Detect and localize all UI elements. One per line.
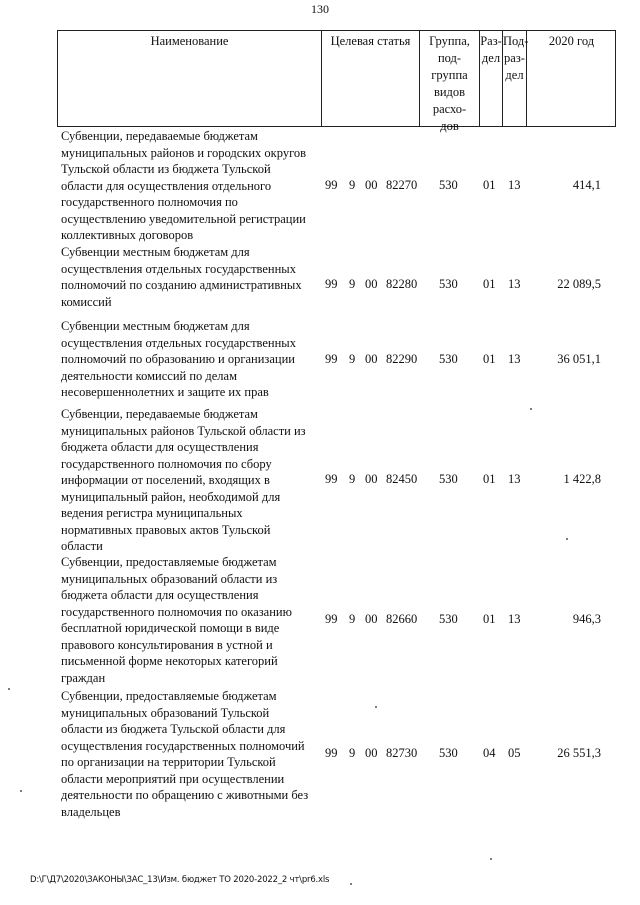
target-code-part: 99 <box>325 472 338 486</box>
subsection: 13 <box>508 612 521 626</box>
section: 01 <box>483 612 496 626</box>
file-path-footer: D:\Г\Д7\2020\ЗАКОНЫ\ЗАС_13\Изм. бюджет ТО 2020-2022_2 чт\pr6.xls <box>30 875 330 885</box>
expense-group: 530 <box>439 746 458 760</box>
header-year: 2020 год <box>548 34 595 48</box>
header-section: Раз- дел <box>480 34 502 65</box>
row-name: Субвенции, передаваемые бюджетам муниципальных районов Тульской области из бюджета области для осуществления государственного полномочия по сбору информации от поселений, входящих в муниципальный район, необходимой для ведения регистра муниципальных нормативных правовых актов Тульской области <box>61 407 306 553</box>
target-code-part: 82280 <box>386 277 418 291</box>
target-code-part: 00 <box>365 746 378 760</box>
subsection: 13 <box>508 277 521 291</box>
target-code-part: 9 <box>349 352 356 366</box>
target-code-part: 82660 <box>386 612 418 626</box>
section: 01 <box>483 472 496 486</box>
target-code-part: 99 <box>325 352 338 366</box>
amount: 414,1 <box>572 178 601 192</box>
scan-speck <box>350 883 352 885</box>
target-code-part: 9 <box>349 472 356 486</box>
expense-group: 530 <box>439 178 458 192</box>
header-target-article: Целевая статья <box>330 34 411 48</box>
row-name: Субвенции, предоставляемые бюджетам муниципальных образований Тульской области из бюджета Тульской области для осуществления государственных полномочий по организации на территории Тульской области мероприятий при осуществлении деятельности по обращению с животными без владельцев <box>61 689 309 819</box>
subsection: 05 <box>508 746 521 760</box>
subsection: 13 <box>508 352 521 366</box>
row-name: Субвенции, передаваемые бюджетам муниципальных районов и городских округов Тульской области из бюджета Тульской области для осуществления отдельного государственного полномочия по осуществлению уведомительной регистрации коллективных договоров <box>61 129 307 242</box>
header-name: Наименование <box>150 34 229 48</box>
section: 01 <box>483 352 496 366</box>
target-code-part: 99 <box>325 746 338 760</box>
header-expense-group: Группа, под- группа видов расхо- дов <box>429 34 470 133</box>
scan-speck <box>20 790 22 792</box>
scan-speck <box>566 538 568 540</box>
table-header <box>57 30 616 133</box>
row-name: Субвенции, предоставляемые бюджетам муниципальных образований области из бюджета области для осуществления государственного полномочия по оказанию бесплатной юридической помощи в виде правового консультирования в устной и письменной форме некоторых категорий граждан <box>61 555 292 685</box>
target-code-part: 9 <box>349 277 356 291</box>
target-code-part: 00 <box>365 277 378 291</box>
scan-speck <box>530 408 532 410</box>
target-code-part: 9 <box>349 746 356 760</box>
section: 04 <box>483 746 496 760</box>
expense-group: 530 <box>439 352 458 366</box>
scan-speck <box>375 706 377 708</box>
target-code-part: 99 <box>325 277 338 291</box>
page-number: 130 <box>311 2 329 16</box>
amount: 946,3 <box>572 612 601 626</box>
target-code-part: 9 <box>349 612 356 626</box>
section: 01 <box>483 277 496 291</box>
section: 01 <box>483 178 496 192</box>
target-code-part: 00 <box>365 612 378 626</box>
amount: 26 551,3 <box>557 746 601 760</box>
target-code-part: 99 <box>325 178 338 192</box>
header-subsection: Под- раз- дел <box>503 34 529 82</box>
target-code-part: 00 <box>365 178 378 192</box>
scan-speck <box>490 858 492 860</box>
row-name: Субвенции местным бюджетам для осуществления отдельных государственных полномочий по созданию административных комиссий <box>61 245 302 309</box>
target-code-part: 82270 <box>386 178 418 192</box>
amount: 22 089,5 <box>557 277 601 291</box>
target-code-part: 82450 <box>386 472 418 486</box>
subsection: 13 <box>508 472 521 486</box>
target-code-part: 82730 <box>386 746 418 760</box>
expense-group: 530 <box>439 472 458 486</box>
expense-group: 530 <box>439 277 458 291</box>
subsection: 13 <box>508 178 521 192</box>
amount: 36 051,1 <box>557 352 601 366</box>
target-code-part: 82290 <box>386 352 418 366</box>
expense-group: 530 <box>439 612 458 626</box>
target-code-part: 99 <box>325 612 338 626</box>
target-code-part: 9 <box>349 178 356 192</box>
amount: 1 422,8 <box>563 472 601 486</box>
row-name: Субвенции местным бюджетам для осуществления отдельных государственных полномочий по образованию и организации деятельности комиссий по делам несовершеннолетних и защите их прав <box>61 319 296 399</box>
target-code-part: 00 <box>365 472 378 486</box>
target-code-part: 00 <box>365 352 378 366</box>
scan-speck <box>8 688 10 690</box>
